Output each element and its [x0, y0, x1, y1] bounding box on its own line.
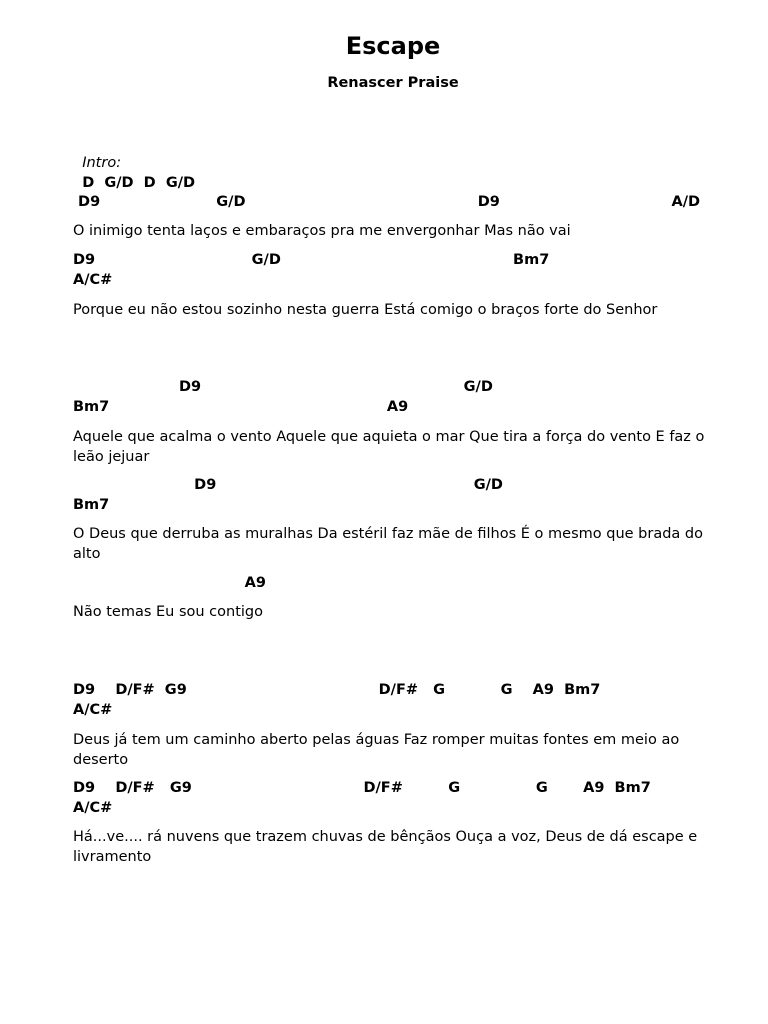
chord-line: D9 G/D Bm7: [73, 252, 550, 268]
chord-line: A/C#: [73, 272, 113, 288]
intro-chords: D G/D D G/D: [82, 175, 196, 191]
intro-line: [73, 133, 748, 193]
chord-line: A9: [73, 575, 266, 591]
chord-line: Bm7: [73, 497, 110, 513]
lyric-line: Há...ve.... rá nuvens que trazem chuvas de bênçãos Ouça a voz, Deus de dá escape e livramento: [73, 829, 698, 865]
chord-line: Bm7 A9: [73, 399, 409, 415]
chord-line: D9 D/F# G9 D/F# G G A9 Bm7: [73, 780, 651, 796]
lyric-line: O inimigo tenta laços e embaraços pra me envergonhar Mas não vai: [73, 223, 571, 239]
chord-line: D9 G/D: [73, 379, 493, 395]
chord-line: A/C#: [73, 702, 113, 718]
song-artist: Renascer Praise: [327, 75, 459, 91]
song-title: Escape: [345, 32, 441, 60]
chord-line: D9 D/F# G9 D/F# G G A9 Bm7: [73, 682, 601, 698]
lyric-line: Deus já tem um caminho aberto pelas águas Faz romper muitas fontes em meio ao deserto: [73, 732, 680, 768]
chord-line: A/C#: [73, 800, 113, 816]
lyric-line: Aquele que acalma o vento Aquele que aquieta o mar Que tira a força do vento E faz o leão jejuar: [73, 429, 705, 465]
chord-line: D9 G/D: [73, 477, 503, 493]
intro-label: Intro:: [82, 155, 122, 171]
chord-line: D9 G/D D9 A/D: [73, 194, 701, 210]
lyric-line: Porque eu não estou sozinho nesta guerra Está comigo o braços forte do Senhor: [73, 302, 658, 318]
lyric-line: O Deus que derruba as muralhas Da estéril faz mãe de filhos É o mesmo que brada do alto: [73, 526, 703, 562]
lyric-line: Não temas Eu sou contigo: [73, 604, 264, 620]
